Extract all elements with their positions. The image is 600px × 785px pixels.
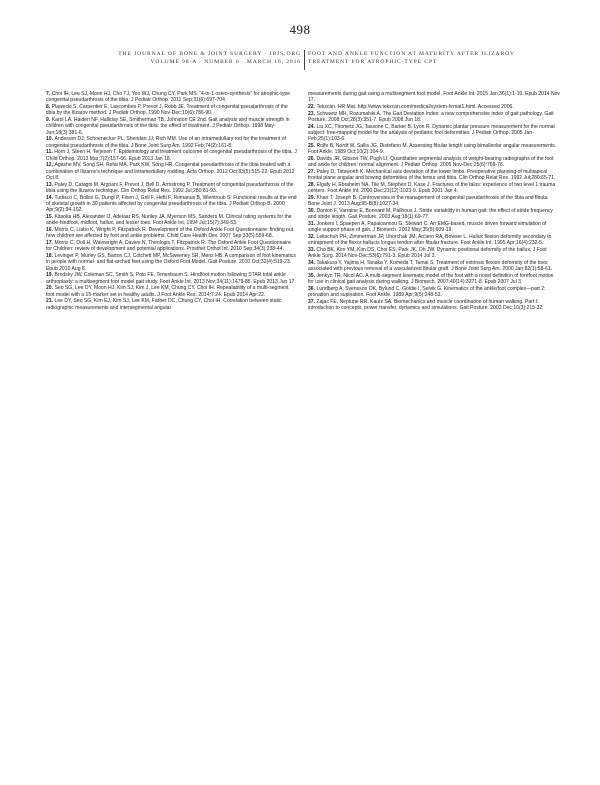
running-head xyxy=(46,50,560,74)
reference-item xyxy=(46,91,298,104)
reference-text: Tudisco C, Bollini G, Dungl P, Fixen J, Grill F, Hefti F, Romanus B, Wientroub S. Functional results at the end of skeletal growth in 30 patients affected by congenital pseudarthrosis of the tibia. J Pediatr Orthop B. 2000 Apr;9(2):94-102. xyxy=(46,194,297,214)
reference-number: 35. xyxy=(308,272,316,279)
reference-item xyxy=(308,195,560,208)
reference-item xyxy=(46,272,298,285)
reference-number: 15. xyxy=(46,213,54,220)
reference-item xyxy=(46,298,298,311)
reference-text: Jenkyn TR, Nicol AC. A multi-segment kinematic model of the foot with a novel definition of forefoot motion for use in clinical gait analysis during walking. J Biomech. 2007;40(14):3271-8. Epub 2007 Jul 3. xyxy=(308,272,554,286)
reference-item xyxy=(46,240,298,253)
article-title-line1: FOOT AND ANKLE FUNCTION AT MATURITY AFTER ILIZAROV xyxy=(308,51,515,57)
reference-number: 26. xyxy=(308,155,316,162)
reference-item xyxy=(46,182,298,195)
reference-text: Anderson DJ, Schoenecker PL, Sheridan JJ, Rich MM. Use of an intramedullary rod for the treatment of congenital pseudarthrosis of the tibia. J Bone Joint Surg Am. 1992 Feb;74(2):161-8. xyxy=(46,136,286,149)
reference-number: 7. xyxy=(46,91,51,97)
reference-number: 32. xyxy=(308,233,316,240)
reference-text: Choi IH, Lee SJ, Moon HJ, Cho TJ, Yoo WJ, Chung CY, Park MS. “4-in-1 osteo-synthesis” for atrophic-type congenital pseudarthrosis of the tibia. J Pediatr Orthop. 2011 Sep;31(6):697-704. xyxy=(46,91,290,104)
reference-text: Kitaoka HB, Alexander IJ, Adelaar RS, Nunley JA, Myerson MS, Sanders M. Clinical rating systems for the ankle-hindfoot, midfoot, hallux, and lesser toes. Foot Ankle Int. 1994 Jul;15(7):349-53. xyxy=(46,213,292,227)
reference-number: 14. xyxy=(46,194,54,201)
reference-number: 18. xyxy=(46,252,54,259)
reference-number: 34. xyxy=(308,259,316,266)
reference-number: 31. xyxy=(308,220,316,227)
reference-item xyxy=(308,234,560,247)
reference-item xyxy=(46,136,298,149)
header-divider xyxy=(304,50,305,70)
reference-number: 22. xyxy=(308,103,316,110)
reference-item xyxy=(46,285,298,298)
reference-number: 36. xyxy=(308,285,316,292)
reference-item xyxy=(46,117,298,136)
reference-text: Davids JR, Gibson TW, Pugh LI. Quantitative segmental analysis of weight-bearing radiographs of the foot and ankle for children: normal alignment. J Pediatr Orthop. 2005 Nov-Dec;25(6):769-76. xyxy=(308,155,554,169)
reference-text: Agashe MV, Song SH, Refai MA, Park KW, Song HR. Congenital pseudarthrosis of the tibia treated with a combination of Ilizarov’s technique and intramedullary rodding. Acta Orthop. 2012 Oct;83(5):515-22. Epub 2012 Oct 8. xyxy=(46,162,295,181)
reference-item xyxy=(46,104,298,117)
reference-number: 11. xyxy=(46,149,53,156)
reference-number: 23. xyxy=(308,110,316,117)
reference-text: Paley D, Tetsworth K. Mechanical axis deviation of the lower limbs. Preoperative planning of multiapical frontal plane angular and bowing deformities of the femur and tibia. Clin Orthop Relat Res. 1992 Jul;280:65-71. xyxy=(308,168,556,182)
reference-item xyxy=(308,247,560,260)
reference-item xyxy=(308,182,560,195)
references-column-right xyxy=(308,91,560,312)
reference-item xyxy=(308,260,560,273)
reference-item xyxy=(46,227,298,240)
reference-text: Paley D, Catagni M, Argnani F, Prevot J, Bell D, Armstrong P. Treatment of congenital pseudarthrosis of the tibia using the Ilizarov technique. Clin Orthop Relat Res. 1992 Jul;280:81-93. xyxy=(46,181,294,194)
reference-item xyxy=(308,91,560,104)
reference-number: 12. xyxy=(46,162,54,169)
reference-text: Morris C, Doll H, Wainwright A, Davies N, Theologis T, Fitzpatrick R. The Oxford Ankle Foot Questionnaire for Children: review of development and potential applications. Prosthet Orthot Int. 2010 Sep;34(3):238-44. xyxy=(46,239,291,253)
reference-number: 37. xyxy=(308,298,316,305)
reference-number: 30. xyxy=(308,207,316,214)
reference-number: 29. xyxy=(308,194,316,201)
reference-item xyxy=(308,156,560,169)
reference-number: 17. xyxy=(46,239,54,246)
reference-item xyxy=(308,124,560,143)
reference-text: Karol LA, Haideri NF, Halliday SE, Smitherman TB, Johnston CE 2nd. Gait analysis and muscle strength in children with congenital pseudarthrosis of the tibia: the effect of treatment. J Pediatr Orthop. 1998 May-Jun;18(3):381-6. xyxy=(46,116,290,136)
reference-text: Takakura Y, Yajima H, Tanaka Y, Komeda T, Tamai S. Treatment of extrinsic flexion deformity of the toes associated with previous removal of a vascularized fibular graft. J Bone Joint Surg Am. 2000 Jan;82(1):58-61. xyxy=(308,259,553,273)
reference-text: Schwartz MH, Rozumalski A. The Gait Deviation Index: a new comprehensive index of gait pathology. Gait Posture. 2008 Oct;28(3):351-7. Epub 2008 Jun 18. xyxy=(308,110,554,123)
reference-item xyxy=(46,195,298,214)
reference-item xyxy=(46,214,298,227)
reference-number: 13. xyxy=(46,181,54,188)
reference-number: 27. xyxy=(308,168,316,175)
reference-number: 24. xyxy=(308,123,316,130)
reference-number: 25. xyxy=(308,142,316,149)
reference-text: Jonkers I, Spaepen A, Papaioannou G, Stewart C. An EMG-based, muscle driven forward simulation of single support phase of gait. J Biomech. 2002 May;35(5):609-19. xyxy=(308,220,547,234)
reference-text: Elgafy H, Ebraheim NA, Tile M, Stephen D, Kase J. Fractures of the talus: experience of two level 1 trauma centers. Foot Ankle Int. 2000 Dec;21(12):1023-9. Epub 2001 Jan 4. xyxy=(308,181,556,195)
reference-number: 20. xyxy=(46,285,54,292)
journal-title: THE JOURNAL OF BONE & JOINT SURGERY · JBJS.ORG xyxy=(118,51,301,57)
reference-number: 8. xyxy=(46,103,51,110)
reference-item xyxy=(46,149,298,162)
reference-text: Seo SG, Lee DY, Moon HJ, Kim SJ, Kim J, Lee KM, Chung CY, Choi IH. Repeatability of a multi-segment foot model with a 15-marker set in healthy adults. J Foot Ankle Res. 2014;7:24. Epub 2014 Apr 22. xyxy=(46,285,289,298)
reference-text: Horn J, Steen H, Terjesen T. Epidemiology and treatment outcome of congenital pseudarthrosis of the tibia. J Child Orthop. 2013 Mar;7(2):157-66. Epub 2013 Jan 18. xyxy=(46,149,297,162)
reference-text: Morris C, Liabo K, Wright P, Fitzpatrick R. Development of the Oxford Ankle Foot Questionnaire: finding out how children are affected by foot and ankle problems. Child Care Health Dev. 2007 Sep;33(5):559-68. xyxy=(46,226,294,240)
article-title-line2: TREATMENT FOR ATROPHIC-TYPE CPT xyxy=(308,59,438,65)
article-header xyxy=(308,50,560,66)
journal-issue: VOLUME 98-A · NUMBER 6 · MARCH 16, 2016 xyxy=(150,59,301,65)
reference-item xyxy=(46,253,298,272)
reference-item xyxy=(308,221,560,234)
references-column-left xyxy=(46,91,298,311)
reference-number: 33. xyxy=(308,246,316,253)
reference-text: Khan T, Joseph B. Controversies in the management of congenital pseudarthrosis of the tibia and fibula. Bone Joint J. 2013 Aug;95-B(8):1027-34. xyxy=(308,194,549,208)
reference-text: Lee DY, Seo SG, Kim EJ, Kim SJ, Lee KM, Farber DC, Chung CY, Choi IH. Correlation between static radiographic measurements and intersegmental angular xyxy=(46,298,282,311)
reference-item xyxy=(308,273,560,286)
reference-text: Levinger P, Murley GS, Barton CJ, Cotchett MP, McSweeney SR, Menz HB. A comparison of foot kinematics in people with normal- and flat-arched feet using the Oxford Foot Model. Gait Posture. 2010 Oct;32(4):519-23. Epub 2010 Aug 8. xyxy=(46,252,296,272)
reference-item xyxy=(308,143,560,156)
reference-item xyxy=(308,111,560,124)
reference-text: Lundberg A, Svensson OK, Bylund C, Goldie I, Selvik G. Kinematics of the ankle/foot complex—part 2: pronation and supination. Foot Ankle. 1989 Apr;9(5):248-53. xyxy=(308,285,546,299)
reference-item xyxy=(308,208,560,221)
reference-number: 28. xyxy=(308,181,316,188)
reference-item xyxy=(46,162,298,181)
reference-text: Plawecki S, Carpentier E, Lascombes P, Prevot J, Robb JE. Treatment of congenital pseudarthrosis of the tibia by the Ilizarov method. J Pediatr Orthop. 1990 Nov-Dec;10(6):786-90. xyxy=(46,103,288,117)
reference-text: Brodsky JW, Coleman SC, Smith S, Polo FE, Tenenbaum S. Hindfoot motion following STAR total ankle arthroplasty: a multisegment foot model gait study. Foot Ankle Int. 2013 Nov;34(11):1479-85. Epub 2013 Jun 17. xyxy=(46,272,296,285)
page-number: 498 xyxy=(289,22,311,37)
reference-text: Cho BK, Kim YM, Kim DS, Choi ES, Park JK, Oh JW. Dynamic positional deformity of the hallux. J Foot Ankle Surg. 2014 Nov-Dec;53(6):791-3. Epub 2014 Jul 3. xyxy=(308,246,547,260)
reference-text: Leitschuh PH, Zimmerman JP, Uhorchak JM, Arciero RA, Bowser L. Hallux flexion deformity secondary to entrapment of the flexor hallucis longus tendon after fibular fracture. Foot Ankle Int. 1995 Apr;16(4):232-5. xyxy=(308,233,552,247)
reference-number: 9. xyxy=(46,116,51,123)
reference-text: measurements during gait using a multisegment foot model. Foot Ankle Int. 2015 Jan;36(1):1-10. Epub 2014 Nov 17. xyxy=(308,91,560,104)
reference-number: 21. xyxy=(46,298,54,305)
reference-number: 16. xyxy=(46,226,54,233)
reference-item xyxy=(308,104,560,110)
reference-item xyxy=(308,299,560,312)
reference-text: Zajac FE, Neptune RR, Kautz SA. Biomechanics and muscle coordination of human walking. Part I: introduction to concepts, power transfer, dynamics and simulations. Gait Posture. 2002 Dec;16(3):215-32. xyxy=(308,298,544,312)
reference-text: Tekscan. HR Mat. http://www.tekscan.com/medical/system-hrmat1.html. Accessed 2006. xyxy=(316,103,514,110)
reference-text: Danion F, Varraine E, Bonnard M, Pailhous J. Stride variability in human gait: the effect of stride frequency and stride length. Gait Posture. 2003 Aug;18(1):69-77. xyxy=(308,207,553,221)
journal-header xyxy=(46,50,301,66)
reference-item xyxy=(308,286,560,299)
reference-number: 19. xyxy=(46,272,54,279)
reference-item xyxy=(308,169,560,182)
reference-text: Rolfe B, Nordt W, Sallis JG, Distefano M. Assessing fibular length using bimalleolar angular measurements. Foot Ankle. 1989 Oct;10(2):104-9. xyxy=(308,142,557,156)
reference-text: Liu XC, Thometz JG, Tassone C, Barker B, Lyon R. Dynamic plantar pressure measurement for the normal subject: free-mapping model for the analysis of pediatric foot deformities. J Pediatr Orthop. 2005 Jan-Feb;25(1):103-6. xyxy=(308,123,555,143)
reference-number: 10. xyxy=(46,136,54,143)
